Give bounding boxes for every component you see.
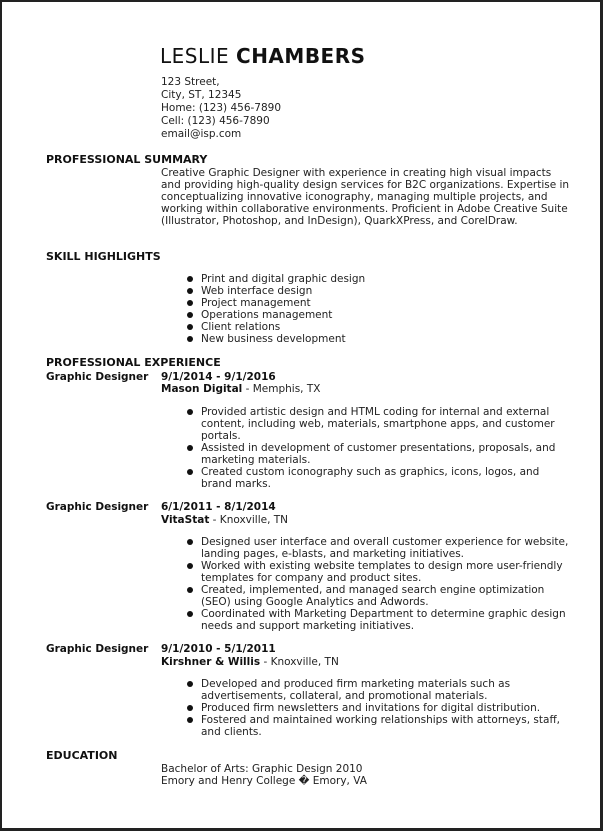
- contact-home-phone: Home: (123) 456-7890: [161, 102, 282, 114]
- job-company-line: [161, 383, 320, 395]
- job-title: Graphic Designer: [46, 643, 149, 655]
- job-dates: 9/1/2014 - 9/1/2016: [161, 371, 276, 383]
- job-title: Graphic Designer: [46, 501, 149, 513]
- skills-list: [185, 273, 365, 345]
- job-bullet: Worked with existing website templates to design more user-friendly templates for company and product sites.: [185, 560, 570, 584]
- summary-heading: PROFESSIONAL SUMMARY: [46, 153, 208, 166]
- summary-text: Creative Graphic Designer with experience in creating high visual impacts and providing high-quality design services for B2C organizations. Expertise in conceptualizing innovative iconography, managing multiple projects, and working within collaborative environments. Proficient in Adobe Creative Suite (Illustrator, Photoshop, and InDesign), QuarkXPress, and CorelDraw.: [161, 167, 570, 227]
- job-bullet: Designed user interface and overall customer experience for website, landing pages, e-blasts, and marketing initiatives.: [185, 536, 570, 560]
- job-bullets: [185, 406, 570, 490]
- company-name: Mason Digital: [161, 383, 243, 395]
- experience-heading: PROFESSIONAL EXPERIENCE: [46, 356, 221, 369]
- contact-email: email@isp.com: [161, 128, 242, 140]
- last-name: CHAMBERS: [236, 44, 366, 68]
- education-block: [161, 763, 367, 787]
- first-name: LESLIE: [160, 44, 230, 68]
- company-name: VitaStat: [161, 514, 210, 526]
- skills-heading: SKILL HIGHLIGHTS: [46, 250, 161, 263]
- job-dates: 6/1/2011 - 8/1/2014: [161, 501, 276, 513]
- job-bullet: Produced firm newsletters and invitations for digital distribution.: [185, 702, 570, 714]
- contact-street: 123 Street,: [161, 76, 220, 88]
- job-bullet: Created custom iconography such as graphics, icons, logos, and brand marks.: [185, 466, 570, 490]
- job-bullet: Provided artistic design and HTML coding for internal and external content, including web, materials, smartphone apps, and customer portals.: [185, 406, 570, 442]
- contact-city: City, ST, 12345: [161, 89, 242, 101]
- contact-cell-phone: Cell: (123) 456-7890: [161, 115, 270, 127]
- company-location: - Memphis, TX: [242, 383, 321, 395]
- skill-item: Client relations: [185, 321, 365, 333]
- company-name: Kirshner & Willis: [161, 656, 261, 668]
- job-title: Graphic Designer: [46, 371, 149, 383]
- education-heading: EDUCATION: [46, 749, 118, 762]
- contact-block: [161, 76, 281, 141]
- job-bullet: Fostered and maintained working relationships with attorneys, staff, and clients.: [185, 714, 570, 738]
- company-location: - Knoxville, TN: [260, 656, 339, 668]
- job-bullets: [185, 536, 570, 632]
- education-degree: Bachelor of Arts: Graphic Design 2010: [161, 763, 363, 775]
- job-bullet: Developed and produced firm marketing materials such as advertisements, collateral, and promotional materials.: [185, 678, 570, 702]
- candidate-name: [160, 44, 366, 68]
- job-bullet: Created, implemented, and managed search engine optimization (SEO) using Google Analytics and Adwords.: [185, 584, 570, 608]
- education-school: Emory and Henry College � Emory, VA: [161, 775, 367, 787]
- job-dates: 9/1/2010 - 5/1/2011: [161, 643, 276, 655]
- job-company-line: [161, 656, 339, 668]
- job-company-line: [161, 514, 288, 526]
- job-bullet: Coordinated with Marketing Department to determine graphic design needs and support marketing initiatives.: [185, 608, 570, 632]
- skill-item: Project management: [185, 297, 365, 309]
- skill-item: New business development: [185, 333, 365, 345]
- skill-item: Print and digital graphic design: [185, 273, 365, 285]
- skill-item: Web interface design: [185, 285, 365, 297]
- job-bullet: Assisted in development of customer presentations, proposals, and marketing materials.: [185, 442, 570, 466]
- job-bullets: [185, 678, 570, 738]
- skill-item: Operations management: [185, 309, 365, 321]
- company-location: - Knoxville, TN: [209, 514, 289, 526]
